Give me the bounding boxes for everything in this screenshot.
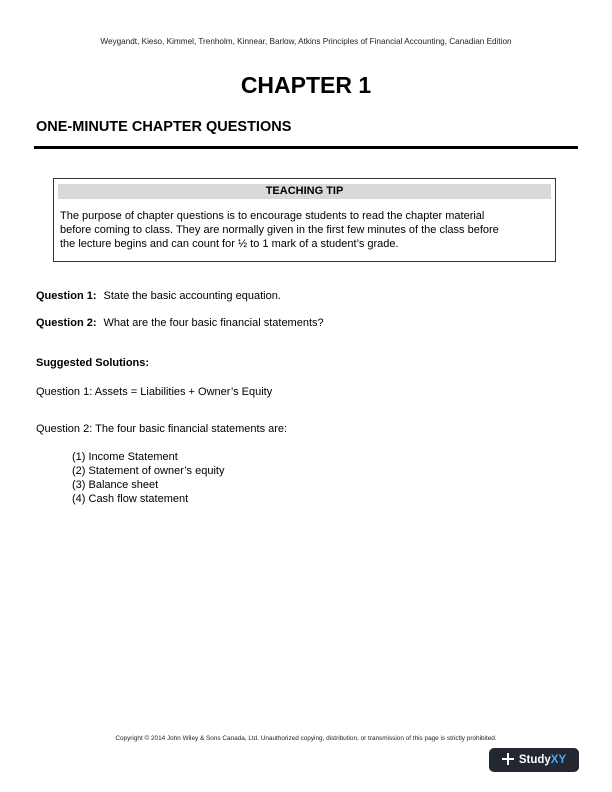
tip-line: before coming to class. They are normally given in the first few minutes of the class before [60, 224, 499, 237]
question-1-text: State the basic accounting equation. [103, 290, 281, 302]
list-item: (4) Cash flow statement [72, 493, 189, 505]
financial-statements-list [72, 450, 224, 506]
brand-name-main: Study [518, 754, 551, 766]
list-item: (1) Income Statement [72, 451, 178, 463]
question-1-label: Question 1: [36, 290, 97, 302]
tip-line: the lecture begins and can count for ½ to 1 mark of a student’s grade. [60, 238, 399, 251]
solutions-heading: Suggested Solutions: [36, 357, 150, 369]
copyright-footer: Copyright © 2014 John Wiley & Sons Canada, Ltd. Unauthorized copying, distribution, or transmission of this page is strictly prohibited. [115, 735, 497, 742]
list-item: (2) Statement of owner’s equity [72, 465, 225, 477]
teaching-tip-heading: TEACHING TIP [58, 184, 551, 199]
chapter-title: CHAPTER 1 [240, 72, 372, 98]
solution-2-intro: Question 2: The four basic financial statements are: [36, 423, 288, 435]
running-header: Weygandt, Kieso, Kimmel, Trenholm, Kinnear, Barlow, Atkins Principles of Financial Accounting, Canadian Edition [100, 37, 512, 46]
teaching-tip-body [60, 209, 549, 252]
plus-icon [502, 753, 514, 768]
list-item: (3) Balance sheet [72, 479, 159, 491]
question-1 [36, 290, 281, 302]
question-2 [36, 317, 324, 329]
question-2-label: Question 2: [36, 317, 97, 329]
brand-name [519, 754, 566, 766]
teaching-tip-box [53, 178, 556, 262]
tip-line: The purpose of chapter questions is to encourage students to read the chapter material [60, 210, 485, 222]
question-2-text: What are the four basic financial statements? [103, 317, 324, 329]
solution-1: Question 1: Assets = Liabilities + Owner’s Equity [36, 386, 273, 398]
brand-name-accent: XY [550, 754, 567, 766]
section-rule [34, 146, 578, 149]
studyxy-badge[interactable] [489, 748, 579, 772]
section-title: ONE-MINUTE CHAPTER QUESTIONS [36, 119, 292, 135]
